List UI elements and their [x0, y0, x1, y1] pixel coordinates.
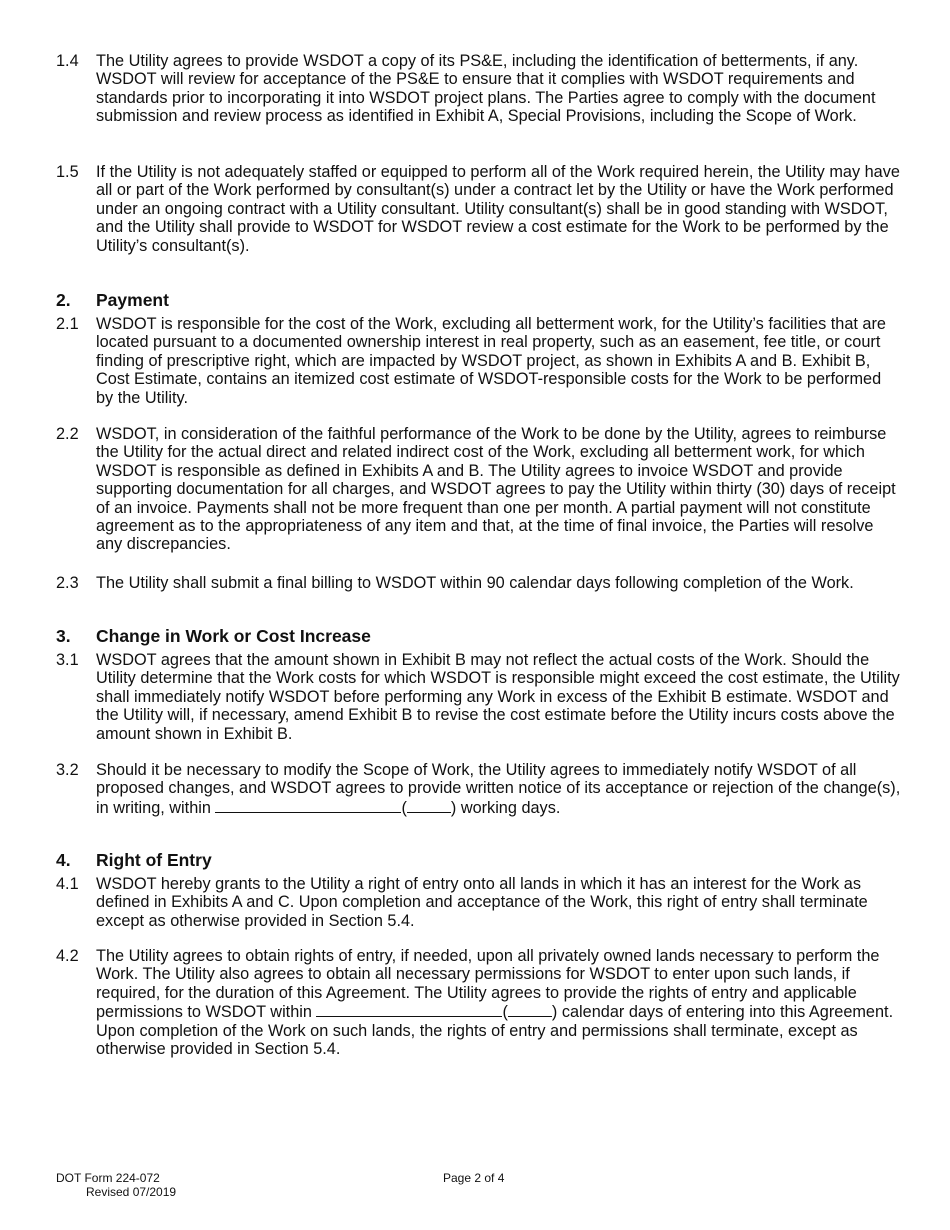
page-number: Page 2 of 4 [443, 1171, 505, 1185]
clause-1-5 [56, 163, 901, 255]
clause-1-4 [56, 52, 901, 126]
clause-text: WSDOT, in consideration of the faithful performance of the Work to be done by the Utility, agrees to reimburse the Utility for the actual direct and related indirect cost of the Work, excluding all betterment work, for which WSDOT is responsible as defined in Exhibits A and B. The Utility agrees to invoice WSDOT and provide supporting documentation for all charges, and WSDOT agrees to pay the Utility within thirty (30) days of receipt of an invoice. Payments shall not be more frequent than one per month. A partial payment will not constitute agreement as to the appropriateness of any item and that, at the time of final invoice, the Parties will resolve any discrepancies. [96, 425, 896, 554]
clause-number: 3.1 [56, 651, 79, 669]
clause-text [96, 947, 901, 1058]
working-days-words-blank[interactable] [215, 798, 401, 813]
paren-open: ( [401, 798, 407, 817]
clause-2-1 [56, 315, 901, 407]
clause-number: 2.1 [56, 315, 79, 333]
calendar-days-words-blank[interactable] [316, 1002, 502, 1017]
section-title: Right of Entry [96, 850, 212, 870]
clause-text: WSDOT agrees that the amount shown in Exhibit B may not reflect the actual costs of the Work. Should the Utility determine that the Work costs for which WSDOT is responsible might exceed the cost estimate, the Utility shall immediately notify WSDOT before performing any Work in excess of the Exhibit B estimate. WSDOT and the Utility will, if necessary, amend Exhibit B to revise the cost estimate before the Utility incurs costs above the amount shown in Exhibit B. [96, 651, 900, 743]
clause-3-1 [56, 651, 901, 743]
clause-text: WSDOT hereby grants to the Utility a right of entry onto all lands in which it has an interest for the Work as defined in Exhibits A and C. Upon completion and acceptance of the Work, this right of entry shall terminate except as otherwise provided in Section 5.4. [96, 875, 868, 930]
clause-2-2 [56, 425, 901, 554]
section-number: 2. [56, 290, 71, 310]
clause-2-3 [56, 574, 901, 592]
clause-number: 4.1 [56, 875, 79, 893]
section-heading-change-in-work [56, 626, 371, 646]
clause-text-after: ) calendar days of entering into this Agreement. Upon completion of the Work on such lands, the rights of entry and permissions shall terminate, except as otherwise provided in Section 5.4. [96, 1003, 894, 1059]
clause-4-2 [56, 947, 901, 1058]
clause-text [96, 761, 901, 817]
section-heading-payment [56, 290, 169, 310]
clause-text: If the Utility is not adequately staffed or equipped to perform all of the Work required herein, the Utility may have all or part of the Work performed by consultant(s) under a contract let by the Utility or have the Work performed under an ongoing contract with a Utility consultant. Utility consultant(s) shall be in good standing with WSDOT, and the Utility shall provide to WSDOT for WSDOT review a cost estimate for the Work to be performed by the Utility’s consultant(s). [96, 163, 900, 255]
revision-date: Revised 07/2019 [86, 1185, 177, 1199]
section-number: 3. [56, 626, 71, 646]
clause-number: 3.2 [56, 761, 79, 779]
clause-number: 2.3 [56, 574, 79, 592]
clause-4-1 [56, 875, 901, 930]
section-number: 4. [56, 850, 71, 870]
paren-open: ( [502, 1003, 508, 1022]
clause-number: 1.5 [56, 163, 79, 181]
footer-form-info [56, 1171, 176, 1199]
section-title: Payment [96, 290, 169, 310]
clause-3-2 [56, 761, 901, 817]
working-days-number-blank[interactable] [407, 798, 451, 813]
clause-number: 1.4 [56, 52, 79, 70]
form-number: DOT Form 224-072 [56, 1171, 160, 1185]
clause-text: The Utility agrees to provide WSDOT a copy of its PS&E, including the identification of betterments, if any. WSDOT will review for acceptance of the PS&E to ensure that it complies with WSDOT requirements and standards prior to incorporating it into WSDOT project plans. The Parties agree to comply with the document submission and review process as identified in Exhibit A, Special Provisions, including the Scope of Work. [96, 52, 876, 126]
clause-number: 2.2 [56, 425, 79, 443]
clause-text-after: ) working days. [450, 798, 561, 817]
clause-text-before: Should it be necessary to modify the Scope of Work, the Utility agrees to immediately notify WSDOT of all proposed changes, and WSDOT agrees to provide written notice of its acceptance or rejection of the change(s), in writing, within [96, 761, 901, 817]
clause-text-before: The Utility agrees to obtain rights of entry, if needed, upon all privately owned lands necessary to perform the Work. The Utility also agrees to obtain all necessary permissions for WSDOT to enter upon such lands, if required, for the duration of this Agreement. The Utility agrees to provide the rights of entry and applicable permissions to WSDOT within [96, 947, 880, 1022]
calendar-days-number-blank[interactable] [508, 1002, 552, 1017]
section-title: Change in Work or Cost Increase [96, 626, 371, 646]
clause-text: WSDOT is responsible for the cost of the Work, excluding all betterment work, for the Utility’s facilities that are located pursuant to a documented ownership interest in real property, such as an easement, fee title, or court finding of prescriptive right, which are impacted by WSDOT project, as shown in Exhibits A and B. Exhibit B, Cost Estimate, contains an itemized cost estimate of WSDOT-responsible costs for the Work to be performed by the Utility. [96, 315, 886, 407]
clause-text: The Utility shall submit a final billing to WSDOT within 90 calendar days following completion of the Work. [96, 574, 854, 592]
section-heading-right-of-entry [56, 850, 212, 870]
clause-number: 4.2 [56, 947, 79, 965]
